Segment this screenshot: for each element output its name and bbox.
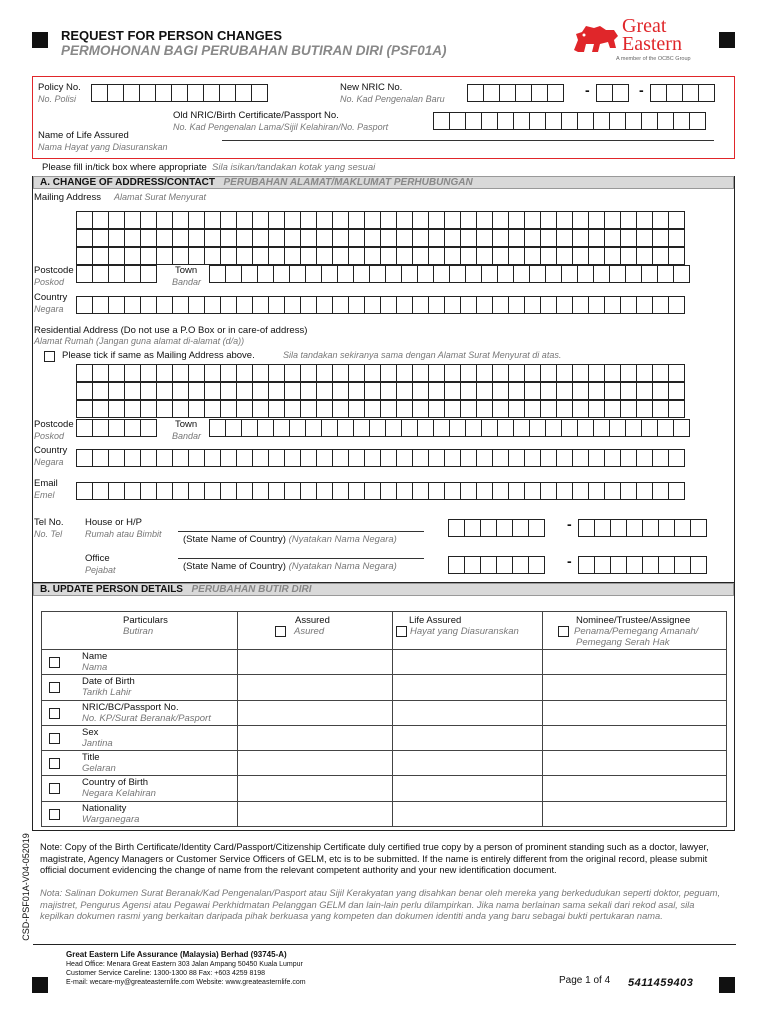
section-b-header: B. UPDATE PERSON DETAILS PERUBAHAN BUTIR DIRI	[33, 583, 734, 596]
assured-header: Assured Asured	[238, 612, 393, 650]
mailing-postcode-boxes[interactable]	[76, 265, 156, 283]
table-row: NRIC/BC/Passport No. No. KP/Surat Beranak/Pasport	[42, 700, 727, 725]
note-malay: Nota: Salinan Dokumen Surat Beranak/Kad Pengenalan/Pasport atau Sijil Kerakyatan yang disahkan benar oleh mereka yang berkedudukan seperti doktor, peguam, majistret, Pengurus Agensi atau Pegawai Perkhidmatan Pelanggan GELM dan lain-lain perlu dilampirkan. Jika nama berlainan sama sekali dari rekod asal, sila kepilkan dokumen rasmi yang berkaitan daripada pihak berkuasa yang kompeten dan dokumen identiti anda yang baru sebagai bukti pertukaran nama.	[40, 888, 721, 921]
nominee-cell[interactable]	[543, 801, 727, 826]
life-assured-checkbox[interactable]	[396, 626, 407, 637]
nominee-cell[interactable]	[543, 776, 727, 801]
nominee-cell[interactable]	[543, 675, 727, 700]
form-code: CSD-PSF01A-V04-052019	[20, 833, 31, 941]
table-row: Date of Birth Tarikh Lahir	[42, 675, 727, 700]
house-phone-prefix-boxes[interactable]	[448, 519, 544, 537]
particulars-header: Particulars Butiran	[42, 612, 238, 650]
assured-checkbox[interactable]	[275, 626, 286, 637]
assured-cell[interactable]	[238, 751, 393, 776]
nominee-cell[interactable]	[543, 725, 727, 750]
policy-number-boxes[interactable]	[91, 84, 267, 102]
table-row: Sex Jantina	[42, 725, 727, 750]
table-row: Title Gelaran	[42, 751, 727, 776]
new-nric-boxes-3[interactable]	[650, 84, 714, 102]
note-english: Note: Copy of the Birth Certificate/Identity Card/Passport/Citizenship Certificate duly certified true copy by a person of prominent standing such as a doctor, lawyer, magistrate, Agency Managers or Customer Service Officers of GELM, etc is to be submitted. If the name is entirely different from the original record, please submit official document evidencing the change of name from the relevant competent authority and your new identification document.	[40, 842, 709, 875]
registration-mark	[32, 977, 48, 993]
mailing-country-boxes[interactable]	[76, 296, 684, 314]
nominee-cell[interactable]	[543, 700, 727, 725]
office-country-line[interactable]	[178, 558, 424, 559]
nominee-cell[interactable]	[543, 751, 727, 776]
state-country-hint: (State Name of Country) (Nyatakan Nama Negara)	[183, 534, 397, 545]
state-country-hint: (State Name of Country) (Nyatakan Nama Negara)	[183, 561, 397, 572]
table-row: Name Nama	[42, 650, 727, 675]
row-checkbox[interactable]	[49, 708, 60, 719]
life-assured-header: Life Assured Hayat yang Diasuranskan	[393, 612, 543, 650]
registration-mark	[719, 32, 735, 48]
row-checkbox[interactable]	[49, 783, 60, 794]
table-row: Country of Birth Negara Kelahiran	[42, 776, 727, 801]
mailing-town-boxes[interactable]	[209, 265, 689, 283]
old-nric-boxes[interactable]	[433, 112, 705, 130]
row-checkbox[interactable]	[49, 733, 60, 744]
row-checkbox[interactable]	[49, 657, 60, 668]
great-eastern-logo: Great Eastern A member of the OCBC Group	[570, 18, 715, 66]
nominee-checkbox[interactable]	[558, 626, 569, 637]
life-assured-cell[interactable]	[393, 801, 543, 826]
life-assured-name-line[interactable]	[222, 140, 714, 141]
row-checkbox[interactable]	[49, 758, 60, 769]
table-row: Nationality Warganegara	[42, 801, 727, 826]
office-phone-prefix-boxes[interactable]	[448, 556, 544, 574]
email-boxes[interactable]	[76, 482, 684, 500]
residential-town-boxes[interactable]	[209, 419, 689, 437]
assured-cell[interactable]	[238, 650, 393, 675]
nominee-cell[interactable]	[543, 650, 727, 675]
life-assured-cell[interactable]	[393, 675, 543, 700]
office-phone-number-boxes[interactable]	[578, 556, 706, 574]
section-a-header: A. CHANGE OF ADDRESS/CONTACT PERUBAHAN ALAMAT/MAKLUMAT PERHUBUNGAN	[33, 176, 734, 189]
registration-mark	[719, 977, 735, 993]
page-number: Page 1 of 4	[559, 975, 611, 986]
life-assured-cell[interactable]	[393, 751, 543, 776]
new-nric-boxes-2[interactable]	[596, 84, 628, 102]
row-checkbox[interactable]	[49, 809, 60, 820]
assured-cell[interactable]	[238, 801, 393, 826]
residential-country-boxes[interactable]	[76, 449, 684, 467]
form-title: REQUEST FOR PERSON CHANGES	[61, 28, 283, 43]
same-as-mailing-checkbox[interactable]	[44, 351, 55, 362]
barcode-number: 5411459403	[628, 977, 694, 989]
form-subtitle: PERMOHONAN BAGI PERUBAHAN BUTIRAN DIRI (PSF01A)	[61, 43, 447, 58]
residential-postcode-boxes[interactable]	[76, 419, 156, 437]
nominee-header: Nominee/Trustee/Assignee Penama/Pemegang Amanah/ Pemegang Serah Hak	[543, 612, 727, 650]
life-assured-cell[interactable]	[393, 725, 543, 750]
footer-divider	[33, 944, 736, 945]
assured-cell[interactable]	[238, 776, 393, 801]
life-assured-cell[interactable]	[393, 700, 543, 725]
assured-cell[interactable]	[238, 700, 393, 725]
new-nric-boxes-1[interactable]	[467, 84, 563, 102]
instruction: Please fill in/tick box where appropriate Sila isikan/tandakan kotak yang sesuai	[42, 162, 376, 173]
life-assured-cell[interactable]	[393, 776, 543, 801]
assured-cell[interactable]	[238, 725, 393, 750]
assured-cell[interactable]	[238, 675, 393, 700]
person-details-table	[41, 611, 727, 827]
registration-mark	[32, 32, 48, 48]
house-country-line[interactable]	[178, 531, 424, 532]
lion-icon	[570, 22, 622, 56]
row-checkbox[interactable]	[49, 682, 60, 693]
house-phone-number-boxes[interactable]	[578, 519, 706, 537]
life-assured-cell[interactable]	[393, 650, 543, 675]
